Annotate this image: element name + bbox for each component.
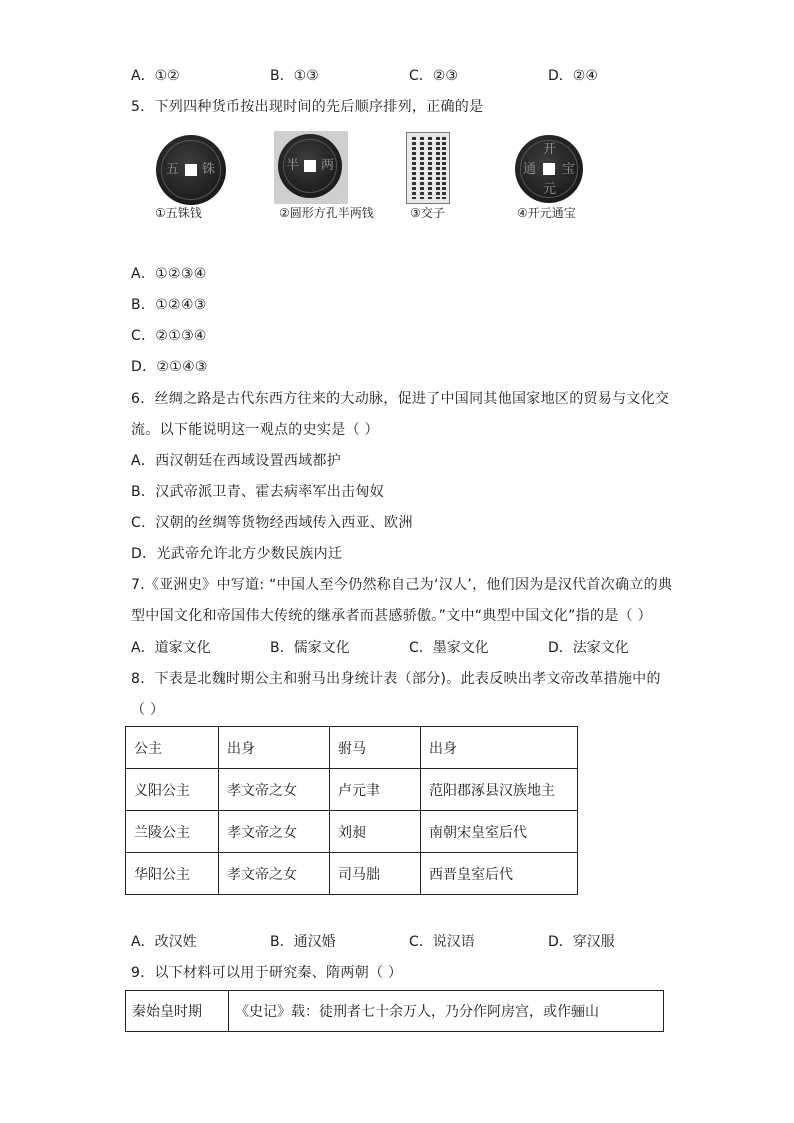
q7-stem-line2: 型中国文化和帝国伟大传统的继承者而甚感骄傲。”文中“典型中国文化”指的是（ ） <box>131 608 652 624</box>
table-cell: 出身 <box>421 727 578 769</box>
q8-stem-line1: 8．下表是北魏时期公主和驸马出身统计表（部分)。此表反映出孝文帝改革措施中的 <box>131 671 661 687</box>
q7-option-c: C．墨家文化 <box>409 640 489 656</box>
table-cell: 卢元聿 <box>330 769 421 811</box>
jiaozi-note-image <box>406 132 450 204</box>
table-cell: 华阳公主 <box>126 853 219 895</box>
q7-stem-line1: 7.《亚洲史》中写道: “中国人至今仍然称自己为‘汉人’，他们因为是汉代首次确立的典 <box>131 577 673 593</box>
banliang-coin-image: 半 两 <box>274 131 348 204</box>
wuzhu-coin-image: 五 铢 <box>156 135 226 205</box>
q6-option-b: B．汉武帝派卫青、霍去病率军出击匈奴 <box>131 484 385 500</box>
table-row <box>126 769 578 811</box>
q6-option-d: D．光武帝允许北方少数民族内迁 <box>131 546 343 562</box>
q8-option-a: A．改汉姓 <box>131 934 197 950</box>
q5-caption-1: ①五铢钱 <box>155 206 202 220</box>
q8-option-c: C．说汉语 <box>409 934 475 950</box>
table-cell: 公主 <box>126 727 219 769</box>
q8-stem-line2: （ ） <box>131 702 165 718</box>
q5-option-c: C．②①③④ <box>131 328 207 344</box>
table-row <box>126 811 578 853</box>
q5-option-a: A．①②③④ <box>131 266 207 282</box>
table-cell: 范阳郡涿县汉族地主 <box>421 769 578 811</box>
q7-option-a: A．道家文化 <box>131 640 211 656</box>
table-cell: 《史记》载：徒刑者七十余万人，乃分作阿房宫，或作骊山 <box>229 991 664 1032</box>
q9-table <box>125 990 664 1032</box>
table-cell: 驸马 <box>330 727 421 769</box>
q4-option-a: A．①② <box>131 68 180 84</box>
q4-option-d: D．②④ <box>548 68 598 84</box>
q5-caption-3: ③交子 <box>410 206 445 220</box>
q8-table <box>125 726 578 895</box>
table-row <box>126 727 578 769</box>
q5-caption-2: ②圆形方孔半两钱 <box>279 206 374 220</box>
q6-option-a: A．西汉朝廷在西域设置西域都护 <box>131 453 342 469</box>
table-cell: 兰陵公主 <box>126 811 219 853</box>
table-cell: 孝文帝之女 <box>219 853 330 895</box>
q9-stem: 9．以下材料可以用于研究秦、隋两朝（ ） <box>131 965 403 981</box>
table-row <box>126 853 578 895</box>
table-cell: 孝文帝之女 <box>219 811 330 853</box>
q5-option-b: B．①②④③ <box>131 297 207 313</box>
table-cell: 孝文帝之女 <box>219 769 330 811</box>
q4-option-b: B．①③ <box>270 68 319 84</box>
table-cell: 义阳公主 <box>126 769 219 811</box>
q6-stem-line1: 6．丝绸之路是古代东西方往来的大动脉，促进了中国同其他国家地区的贸易与文化交 <box>131 391 670 407</box>
table-cell: 司马朏 <box>330 853 421 895</box>
q8-option-d: D．穿汉服 <box>548 934 615 950</box>
table-cell: 秦始皇时期 <box>126 991 229 1032</box>
q6-stem-line2: 流。以下能说明这一观点的史实是（ ） <box>131 422 379 438</box>
q5-option-d: D．②①④③ <box>131 359 208 375</box>
q5-stem: 5．下列四种货币按出现时间的先后顺序排列，正确的是 <box>131 99 484 115</box>
kaiyuan-coin-image: 开 元 通 宝 <box>515 135 583 203</box>
q6-option-c: C．汉朝的丝绸等货物经西域传入西亚、欧洲 <box>131 515 413 531</box>
q8-option-b: B．通汉婚 <box>270 934 336 950</box>
q7-option-d: D．法家文化 <box>548 640 629 656</box>
table-row <box>126 991 664 1032</box>
q4-option-c: C．②③ <box>409 68 458 84</box>
q5-caption-4: ④开元通宝 <box>517 206 576 220</box>
table-cell: 出身 <box>219 727 330 769</box>
table-cell: 西晋皇室后代 <box>421 853 578 895</box>
table-cell: 南朝宋皇室后代 <box>421 811 578 853</box>
table-cell: 刘昶 <box>330 811 421 853</box>
q7-option-b: B．儒家文化 <box>270 640 350 656</box>
